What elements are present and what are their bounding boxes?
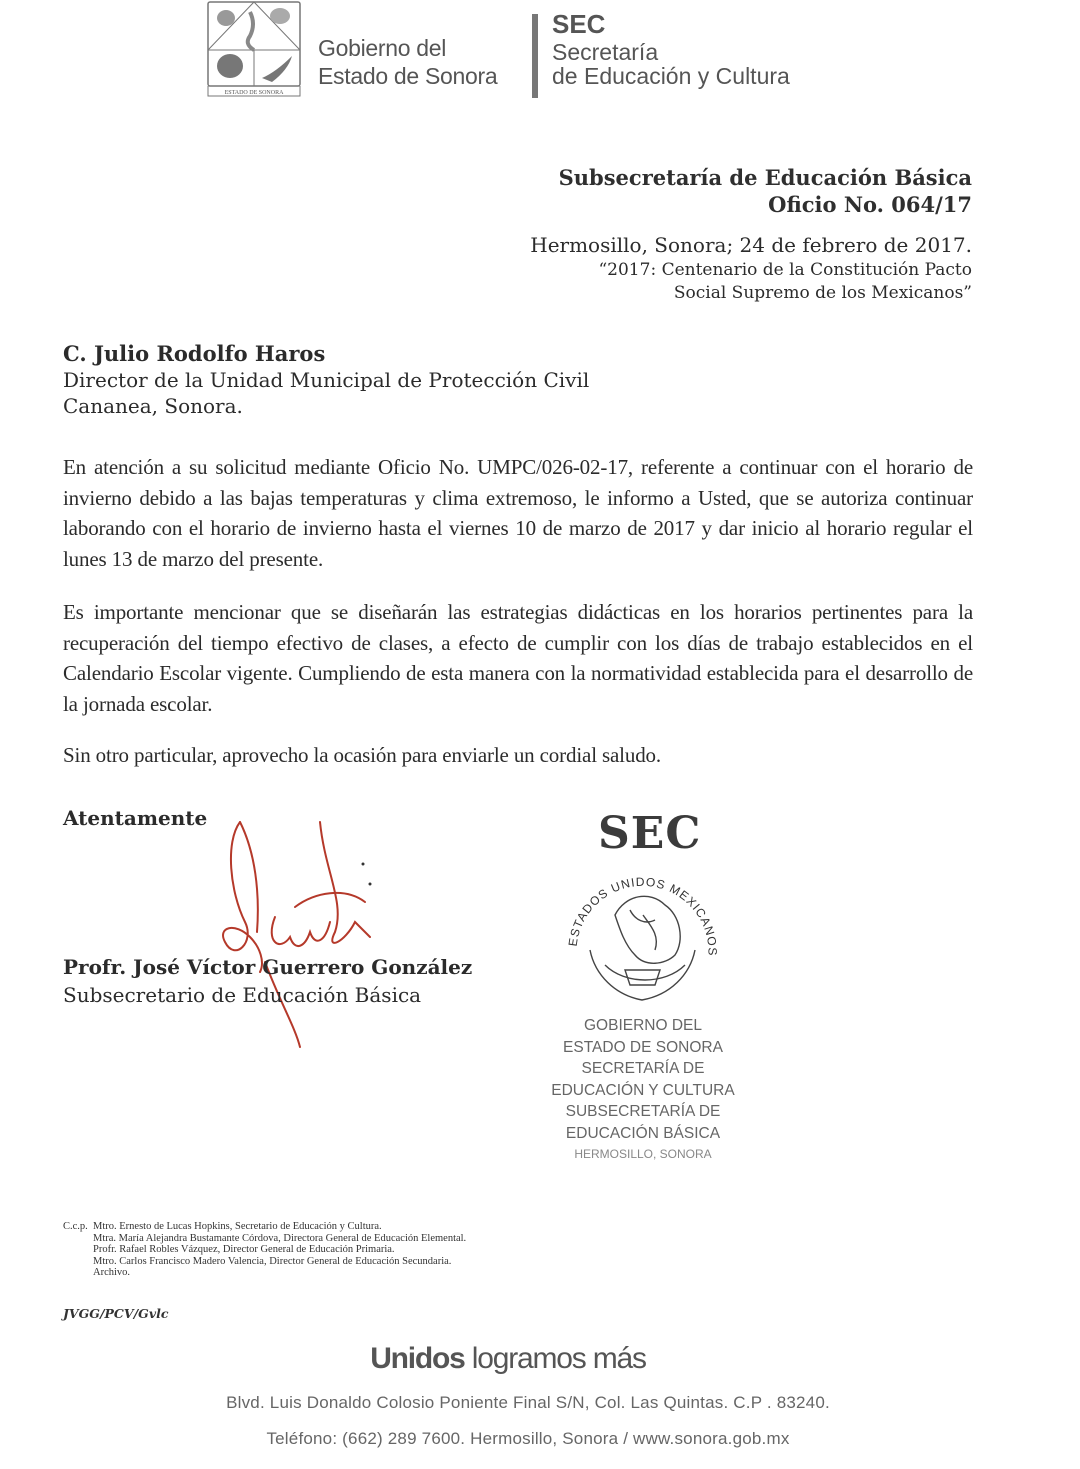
gov-line-1: Gobierno del <box>318 35 447 61</box>
sonora-coat-of-arms-logo <box>204 0 304 100</box>
ccp-recipient: Mtra. María Alejandra Bustamante Córdova, Directora General de Educación Elemental. <box>93 1232 467 1244</box>
closing: Atentamente <box>63 806 208 830</box>
signatory-title: Subsecretario de Educación Básica <box>63 983 422 1007</box>
oficio-number: Oficio No. 064/17 <box>768 192 972 217</box>
ccp-recipient: Archivo. <box>93 1267 131 1279</box>
addressee-block <box>63 341 589 419</box>
sec-stamp-logo: SEC <box>598 808 702 859</box>
addressee-position: Director de la Unidad Municipal de Protección Civil <box>63 368 590 392</box>
seal-ring-text: ESTADOS UNIDOS MEXICANOS <box>565 874 720 957</box>
slogan-strong: Unidos <box>370 1342 465 1375</box>
reference-initials: JVGG/PCV/Gvlc <box>63 1306 169 1321</box>
seal-line: ESTADO DE SONORA <box>563 1038 723 1056</box>
motto-line-1: “2017: Centenario de la Constitución Pacto <box>598 260 972 280</box>
signature-strokes <box>223 822 370 1047</box>
seal-line: EDUCACIÓN Y CULTURA <box>551 1081 735 1099</box>
gov-line-2: Estado de Sonora <box>318 63 498 89</box>
ccp-label: C.c.p. <box>63 1221 88 1232</box>
handwritten-signature <box>205 812 395 1052</box>
issuing-office: Subsecretaría de Educación Básica <box>558 165 972 190</box>
eagle-emblem <box>590 896 695 1000</box>
ccp-recipient: Mtro. Carlos Francisco Madero Valencia, Director General de Educación Secundaria. <box>93 1255 452 1267</box>
seal-line: SUBSECRETARÍA DE <box>565 1103 721 1120</box>
body-paragraph-1: En atención a su solicitud mediante Oficio No. UMPC/026-02-17, referente a continuar con el horario de invierno debido a las bajas temperaturas y clima extremoso, le informo a Usted, que se autoriza continuar laborando con el horario de invierno hasta el viernes 10 de marzo de 2017 y dar inicio al horario regular el lunes 13 de marzo del presente. <box>63 455 973 571</box>
addressee-name: C. Julio Rodolfo Haros <box>63 341 326 366</box>
addressee-location: Cananea, Sonora. <box>63 394 243 418</box>
seal-line: EDUCACIÓN BÁSICA <box>565 1124 721 1142</box>
body-paragraph-3: Sin otro particular, aprovecho la ocasión para enviarle un cordial saludo. <box>63 743 662 767</box>
footer-address: Blvd. Luis Donaldo Colosio Poniente Final S/N, Col. Las Quintas. C.P . 83240. <box>226 1393 830 1412</box>
footer-contact: Teléfono: (662) 289 7600. Hermosillo, Sonora / www.sonora.gob.mx <box>266 1429 790 1448</box>
seal-text <box>538 1015 748 1166</box>
header-divider <box>532 14 538 98</box>
place-and-date: Hermosillo, Sonora; 24 de febrero de 2017. <box>530 233 972 257</box>
sec-name <box>552 8 790 88</box>
motto-line-2: Social Supremo de los Mexicanos” <box>673 283 972 303</box>
coat-caption: ESTADO DE SONORA <box>224 90 284 96</box>
carbon-copy-list <box>63 1221 466 1279</box>
mexican-coat-of-arms-seal <box>555 855 730 1015</box>
slogan-rest: logramos más <box>464 1342 646 1375</box>
sec-line-1: Secretaría <box>552 39 659 65</box>
reference-block <box>530 164 972 305</box>
ccp-recipient: Profr. Rafael Robles Vázquez, Director General de Educación Primaria. <box>93 1244 395 1256</box>
signatory-name: Profr. José Víctor Guerrero González <box>63 955 473 979</box>
body-paragraph-2: Es importante mencionar que se diseñarán las estrategias didácticas en los horarios pertinentes para la recuperación del tiempo efectivo de clases, a efecto de cumplir con los días de trabajo establecidos en el Calendario Escolar vigente. Cumpliendo de esta manera con la normatividad establecida para el desarrollo de la jornada escolar. <box>63 600 973 716</box>
seal-line: HERMOSILLO, SONORA <box>574 1147 712 1161</box>
sec-line-2: de Educación y Cultura <box>552 63 790 89</box>
sec-acronym: SEC <box>552 9 606 39</box>
seal-line: GOBIERNO DEL <box>584 1017 702 1034</box>
seal-line: SECRETARÍA DE <box>581 1060 705 1077</box>
footer-slogan <box>0 1342 1016 1376</box>
ccp-recipient: Mtro. Ernesto de Lucas Hopkins, Secretario de Educación y Cultura. <box>93 1221 382 1232</box>
state-government-name <box>318 34 497 90</box>
